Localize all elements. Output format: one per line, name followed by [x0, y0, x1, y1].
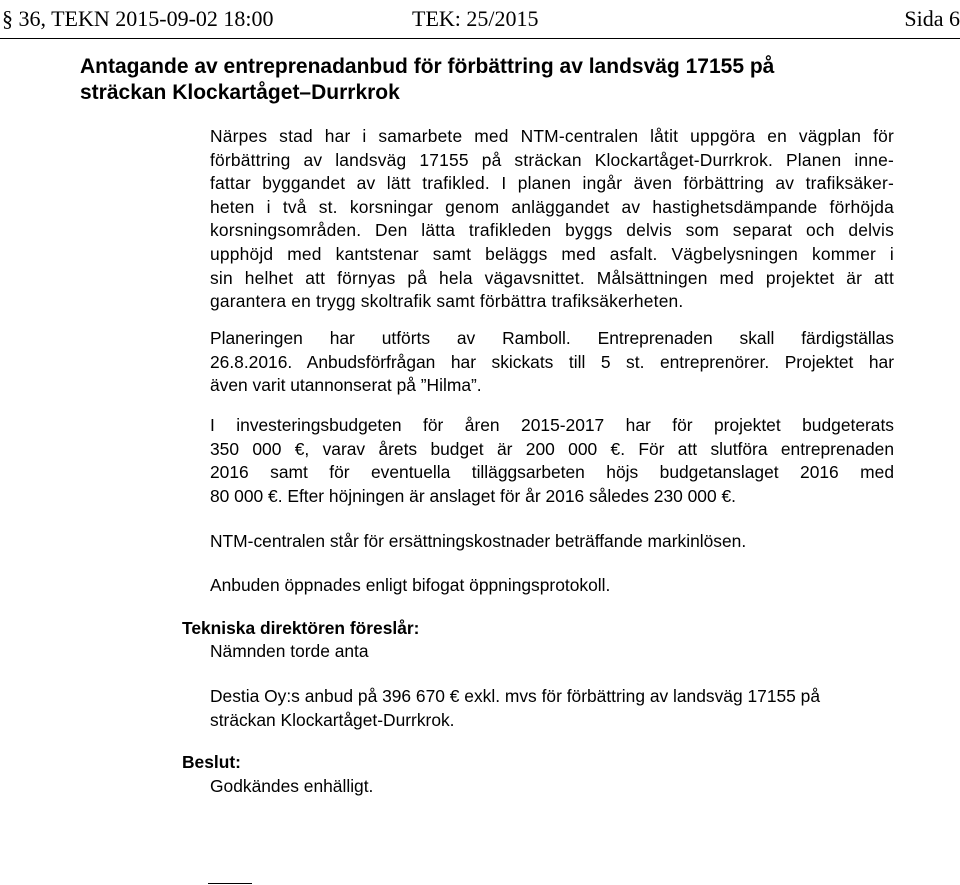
section-title-line: Antagande av entreprenadanbud för förbättring av landsväg 17155 på — [80, 55, 775, 78]
paragraph-line: heten i två st. korsningar genom anläggandet av hastighetsdämpande förhöjda — [210, 196, 894, 217]
paragraph-land-acquisition: NTM-centralen står för ersättningskostnader beträffande markinlösen. — [210, 531, 747, 551]
paragraph-line: upphöjd med kantstenar samt beläggs med asfalt. Vägbelysningen kommer i — [210, 243, 894, 264]
paragraph-line: förbättring av landsväg 17155 på sträckan Klockartåget-Durrkrok. Planen inne- — [210, 149, 894, 170]
paragraph-budget — [210, 414, 894, 508]
decision-heading: Beslut: — [182, 752, 241, 772]
paragraph-line: Närpes stad har i samarbete med NTM-centralen låtit uppgöra en vägplan för — [210, 126, 894, 146]
section-label: § 36, TEKN 2015-09-02 18:00 — [2, 6, 274, 31]
paragraph-line: Planeringen har utförts av Ramboll. Entreprenaden skall färdigställas — [210, 328, 894, 348]
proposal-intro: Nämnden torde anta — [210, 641, 369, 661]
paragraph-line: Destia Oy:s anbud på 396 670 € exkl. mvs för förbättring av landsväg 17155 på — [210, 686, 821, 706]
paragraph-line: 350 000 €, varav årets budget är 200 000 €. För att slutföra entreprenaden — [210, 438, 894, 459]
paragraph-background — [210, 125, 894, 314]
paragraph-line: I investeringsbudgeten för åren 2015-2017 har för projektet budgeterats — [210, 415, 894, 435]
page-header — [0, 0, 960, 48]
paragraph-line: garantera en trygg skoltrafik samt förbättra trafiksäkerheten. — [210, 291, 684, 312]
protocol-number: TEK: 25/2015 — [412, 6, 539, 31]
header-rule — [0, 38, 960, 39]
paragraph-planning — [210, 327, 894, 398]
section-title — [80, 54, 900, 106]
paragraph-line: även varit utannonserat på ”Hilma”. — [210, 375, 482, 396]
paragraph-bids-opened: Anbuden öppnades enligt bifogat öppningsprotokoll. — [210, 575, 611, 595]
paragraph-line: 2016 samt för eventuella tilläggsarbeten höjs budgetanslaget 2016 med — [210, 462, 894, 483]
paragraph-line: korsningsområden. Den lätta trafikleden byggs delvis som separat och delvis — [210, 220, 894, 241]
proposal-text — [210, 685, 894, 732]
proposal-heading: Tekniska direktören föreslår: — [182, 618, 420, 638]
section-title-line: sträckan Klockartåget–Durrkrok — [80, 81, 400, 104]
paragraph-line: fattar byggandet av lätt trafikled. I planen ingår även förbättring av trafiksäker- — [210, 173, 894, 194]
paragraph-line: 26.8.2016. Anbudsförfrågan har skickats till 5 st. entreprenörer. Projektet har — [210, 351, 894, 372]
paragraph-line: sträckan Klockartåget-Durrkrok. — [210, 709, 455, 730]
decision-text: Godkändes enhälligt. — [210, 776, 374, 796]
paragraph-line: 80 000 €. Efter höjningen är anslaget för år 2016 således 230 000 €. — [210, 485, 736, 506]
paragraph-line: sin helhet att förnyas på hela vägavsnittet. Målsättningen med projektet är att — [210, 267, 894, 288]
page-number: Sida 6 — [904, 6, 960, 31]
footer-rule — [208, 883, 252, 884]
